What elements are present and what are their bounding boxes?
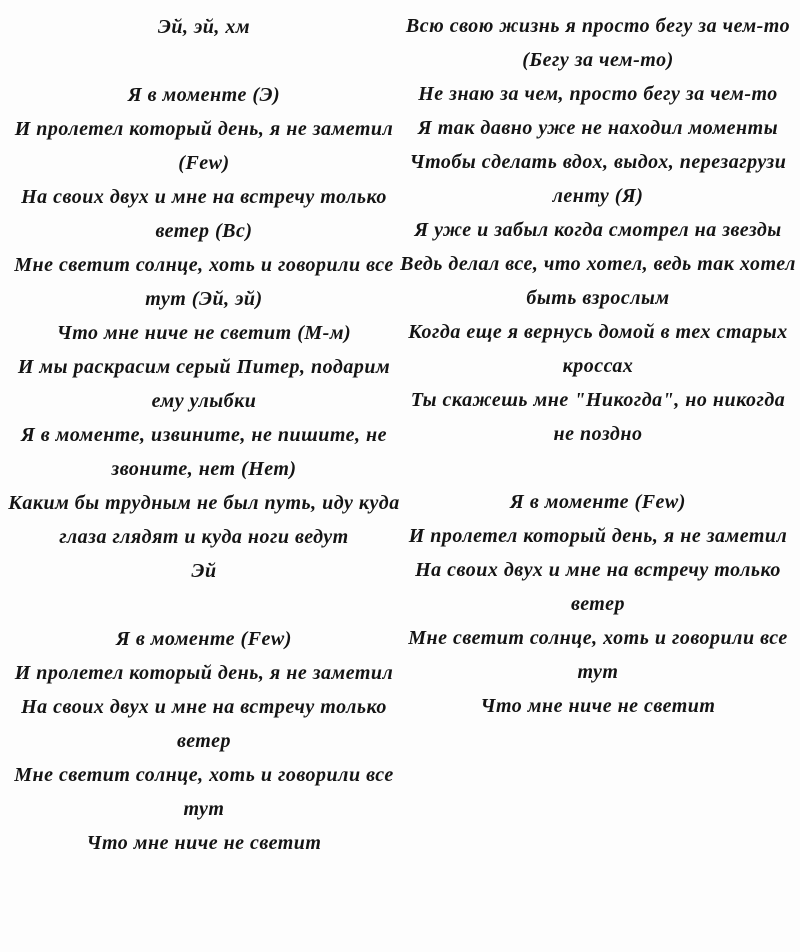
lyric-line: Мне светит солнце, хоть и говорили все тут xyxy=(14,764,394,820)
lyric-line: Я в моменте (Few) xyxy=(116,628,292,650)
lyric-line: Я в моменте (Э) xyxy=(127,84,281,106)
lyric-line: Что мне ниче не светит xyxy=(86,832,322,854)
lyric-line: На своих двух и мне на встречу только ветер (Вс) xyxy=(21,186,387,242)
lyric-line: Я в моменте, извините, не пишите, не звоните, нет (Нет) xyxy=(20,424,388,480)
lyric-line: Всю свою жизнь я просто бегу за чем-то (Бегу за чем-то) xyxy=(405,15,791,71)
lyric-line: Эй xyxy=(191,560,217,582)
lyric-blank-line xyxy=(6,588,402,622)
lyric-line: Чтобы сделать вдох, выдох, перезагрузи ленту (Я) xyxy=(409,151,787,207)
lyric-line: На своих двух и мне на встречу только ветер xyxy=(415,559,781,615)
lyric-line: Не знаю за чем, просто бегу за чем-то xyxy=(418,83,778,105)
lyrics-left-column xyxy=(6,10,402,860)
lyric-blank-line xyxy=(400,451,796,485)
lyric-line: И мы раскрасим серый Питер, подарим ему улыбки xyxy=(17,356,391,412)
lyric-line: Что мне ниче не светит xyxy=(480,695,716,717)
lyric-line: На своих двух и мне на встречу только ветер xyxy=(21,696,387,752)
lyric-line: Что мне ниче не светит (М-м) xyxy=(56,322,352,344)
lyric-line: И пролетел который день, я не заметил (Few) xyxy=(14,118,394,174)
lyric-line: Ты скажешь мне "Никогда", но никогда не поздно xyxy=(410,389,786,445)
lyric-line: Когда еще я вернусь домой в тех старых кроссах xyxy=(408,321,788,377)
lyric-line: Эй, эй, хм xyxy=(157,16,251,38)
lyric-blank-line xyxy=(6,44,402,78)
lyrics-right-column xyxy=(400,9,796,723)
lyric-line: Я в моменте (Few) xyxy=(510,491,686,513)
lyric-line: Я уже и забыл когда смотрел на звезды xyxy=(414,219,782,241)
lyric-line: И пролетел который день, я не заметил xyxy=(14,662,394,684)
lyric-line: Мне светит солнце, хоть и говорили все тут (Эй, эй) xyxy=(14,254,394,310)
lyric-line: И пролетел который день, я не заметил xyxy=(408,525,788,547)
lyric-line: Ведь делал все, что хотел, ведь так хотел быть взрослым xyxy=(400,253,796,309)
lyric-line: Я так давно уже не находил моменты xyxy=(417,117,779,139)
lyric-line: Мне светит солнце, хоть и говорили все тут xyxy=(408,627,788,683)
lyric-line: Каким бы трудным не был путь, иду куда глаза глядят и куда ноги ведут xyxy=(8,492,400,548)
